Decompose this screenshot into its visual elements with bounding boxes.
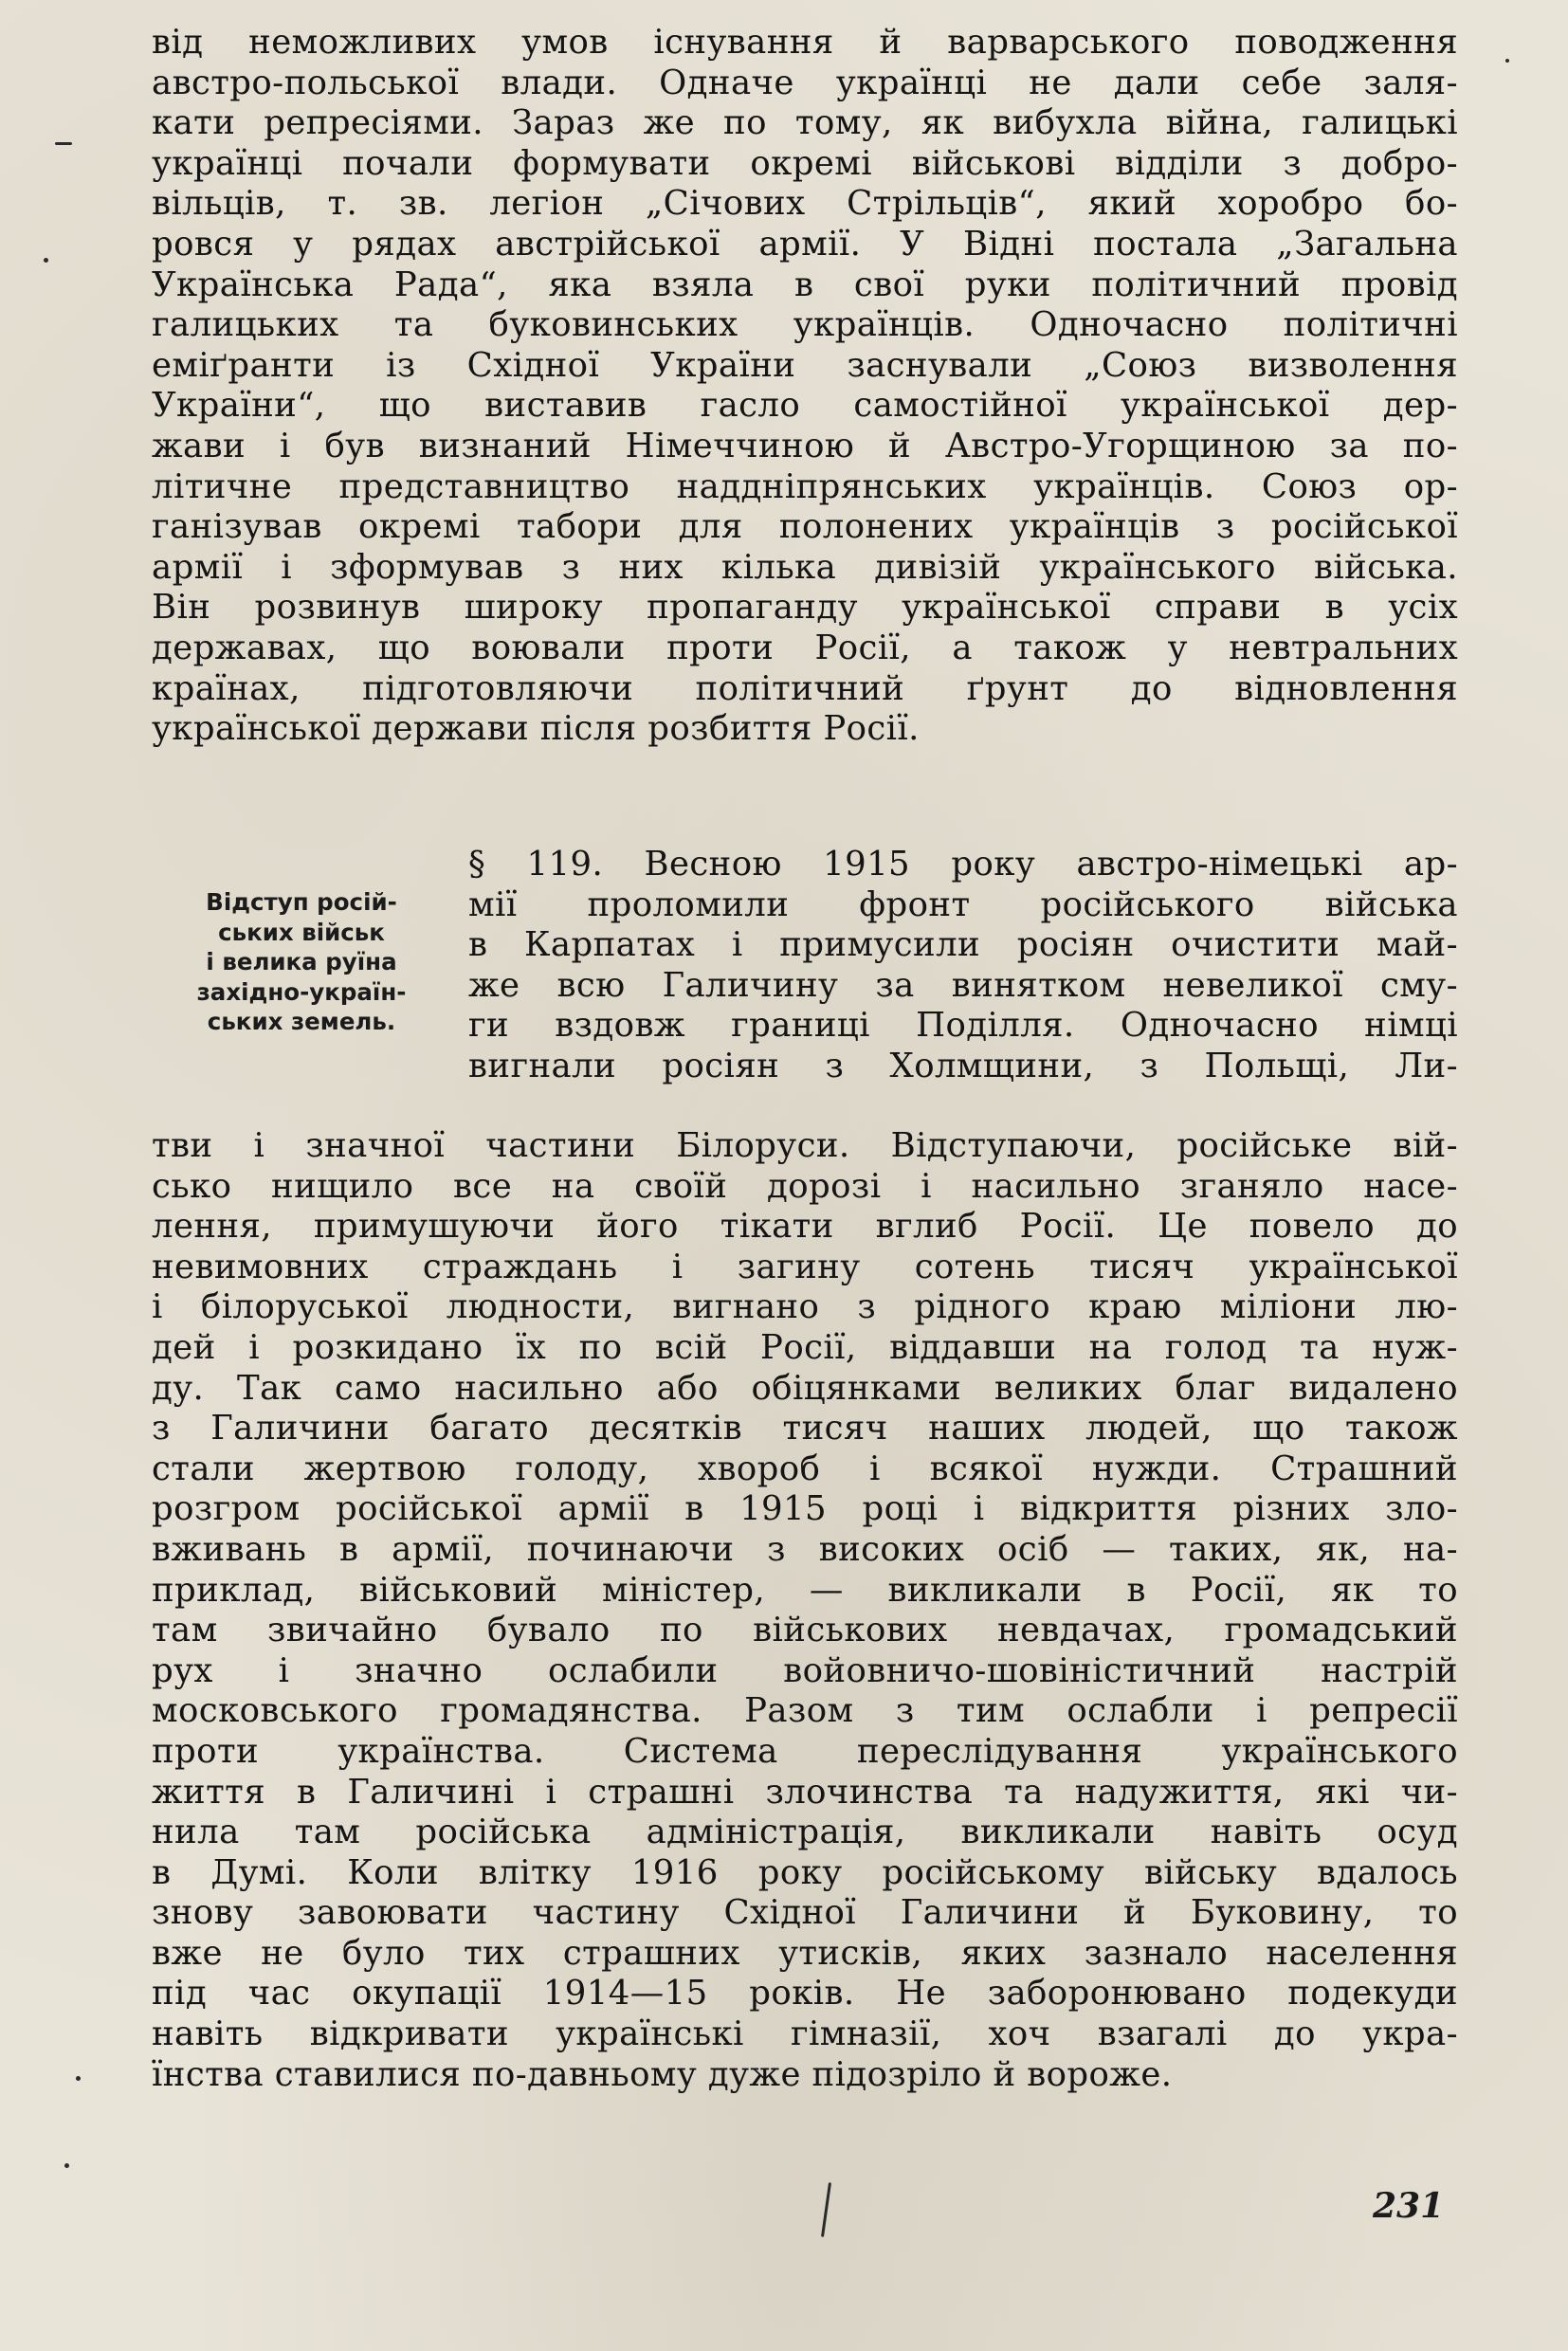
text-line: українці почали формувати окремі військові відділи з добро- (152, 143, 1458, 183)
text-line: австро-польської влади. Одначе українці не дали себе заля- (152, 63, 1458, 102)
ink-speck (55, 142, 72, 145)
margin-heading-line: західно-україн- (196, 977, 407, 1006)
ink-speck (76, 2076, 81, 2081)
text-line: ровся у рядах австрійської армії. У Відні постала „Загальна (152, 224, 1458, 264)
text-line: стали жертвою голоду, хвороб і всякої нужди. Страшний (152, 1449, 1458, 1488)
text-line: знову завоювати частину Східної Галичини й Буковину, то (152, 1893, 1458, 1933)
text-line: лення, примушуючи його тікати вглиб Росії. Це повело до (152, 1207, 1458, 1247)
text-line: вживань в армії, починаючи з високих осіб — таких, як, на- (152, 1529, 1458, 1569)
text-line: літичне представництво наддніпрянських українців. Союз ор- (152, 466, 1458, 506)
section-119-opening (468, 845, 1458, 1087)
text-line: їнства ставилися по-давньому дуже підозріло й вороже. (152, 2054, 1173, 2094)
text-line: сько нищило все на своїй дорозі і насильно зганяло насе- (152, 1166, 1458, 1206)
text-line: армії і зформував з них кілька дивізій українського війська. (152, 547, 1458, 587)
text-line: під час окупації 1914—15 років. Не заборонювано подекуди (152, 1974, 1458, 2014)
text-line: ду. Так само насильно або обіцянками великих благ видалено (152, 1368, 1458, 1408)
margin-heading-line: і велика руїна (206, 948, 397, 975)
ink-stroke-mark (821, 2182, 831, 2237)
text-line: ганізував окремі табори для полонених українців з російської (152, 507, 1458, 547)
margin-heading-line: Відступ росій- (206, 888, 397, 916)
page-number: 231 (1373, 2186, 1445, 2226)
text-line: вигнали росіян з Холмщини, з Польщі, Ли- (468, 1046, 1458, 1085)
text-line: навіть відкривати українські гімназії, хоч взагалі до укра- (152, 2014, 1458, 2054)
ink-speck (1505, 59, 1509, 63)
margin-heading (159, 887, 444, 1037)
text-line: мії проломили фронт російського війська (468, 884, 1458, 924)
text-line: московського громадянства. Разом з тим ослабли і репресії (152, 1691, 1458, 1731)
section-119-body (152, 1126, 1458, 2095)
text-line: там звичайно бувало по військових невдачах, громадський (152, 1611, 1458, 1650)
text-line: приклад, військовий міністер, — викликали в Росії, як то (152, 1570, 1458, 1610)
text-line: галицьких та буковинських українців. Одночасно політичні (152, 305, 1458, 345)
text-line: проти українства. Система переслідування українського (152, 1731, 1458, 1771)
text-line: української держави після розбиття Росії. (152, 709, 920, 749)
text-line: тви і значної частини Білоруси. Відступаючи, російське вій- (152, 1126, 1458, 1165)
text-line: з Галичини багато десятків тисяч наших людей, що також (152, 1409, 1458, 1449)
ink-speck (44, 258, 48, 263)
margin-heading-line: ських військ (218, 918, 385, 946)
text-line: від неможливих умов існування й варварського поводження (152, 23, 1458, 62)
text-line: в Думі. Коли влітку 1916 року російському війську вдалось (152, 1852, 1458, 1892)
text-line: України“, що виставив гасло самостійної української дер- (152, 386, 1458, 426)
ink-speck (64, 2163, 69, 2168)
text-line: державах, що воювали проти Росії, а також у невтральних (152, 628, 1458, 667)
text-line: рух і значно ослабили войовничо-шовіністичний настрій (152, 1650, 1458, 1690)
text-line: країнах, підготовляючи політичний ґрунт до відновлення (152, 668, 1458, 708)
text-line: розгром російської армії в 1915 році і відкриття різних зло- (152, 1489, 1458, 1529)
text-line: Він розвинув широку пропаганду української справи в усіх (152, 588, 1458, 628)
text-line: еміґранти із Східної України заснували „Союз визволення (152, 345, 1458, 385)
paragraph-continuation (152, 23, 1458, 750)
text-line: дей і розкидано їх по всій Росії, віддавши на голод та нуж- (152, 1327, 1458, 1367)
text-line: життя в Галичині і страшні злочинства та надужиття, які чи- (152, 1772, 1458, 1812)
text-line: і білоруської людности, вигнано з рідного краю міліони лю- (152, 1287, 1458, 1327)
text-line: вже не було тих страшних утисків, яких зазнало населення (152, 1933, 1458, 1973)
text-line: вільців, т. зв. легіон „Січових Стрільців“, який хоробро бо- (152, 184, 1458, 224)
text-line: ги вздовж границі Поділля. Одночасно німці (468, 1006, 1458, 1046)
text-line: же всю Галичину за винятком невеликої сму- (468, 965, 1458, 1005)
text-line: § 119. Весною 1915 року австро-німецькі ар- (468, 845, 1458, 884)
text-line: кати репресіями. Зараз же по тому, як вибухла війна, галицькі (152, 103, 1458, 143)
text-line: жави і був визнаний Німеччиною й Австро-Угорщиною за по- (152, 426, 1458, 465)
margin-heading-line: ських земель. (207, 1008, 396, 1035)
text-line: Українська Рада“, яка взяла в свої руки політичний провід (152, 264, 1458, 304)
text-line: невимовних страждань і загину сотень тисяч української (152, 1247, 1458, 1286)
text-line: в Карпатах і примусили росіян очистити май- (468, 925, 1458, 965)
text-line: нила там російська адміністрація, викликали навіть осуд (152, 1813, 1458, 1852)
